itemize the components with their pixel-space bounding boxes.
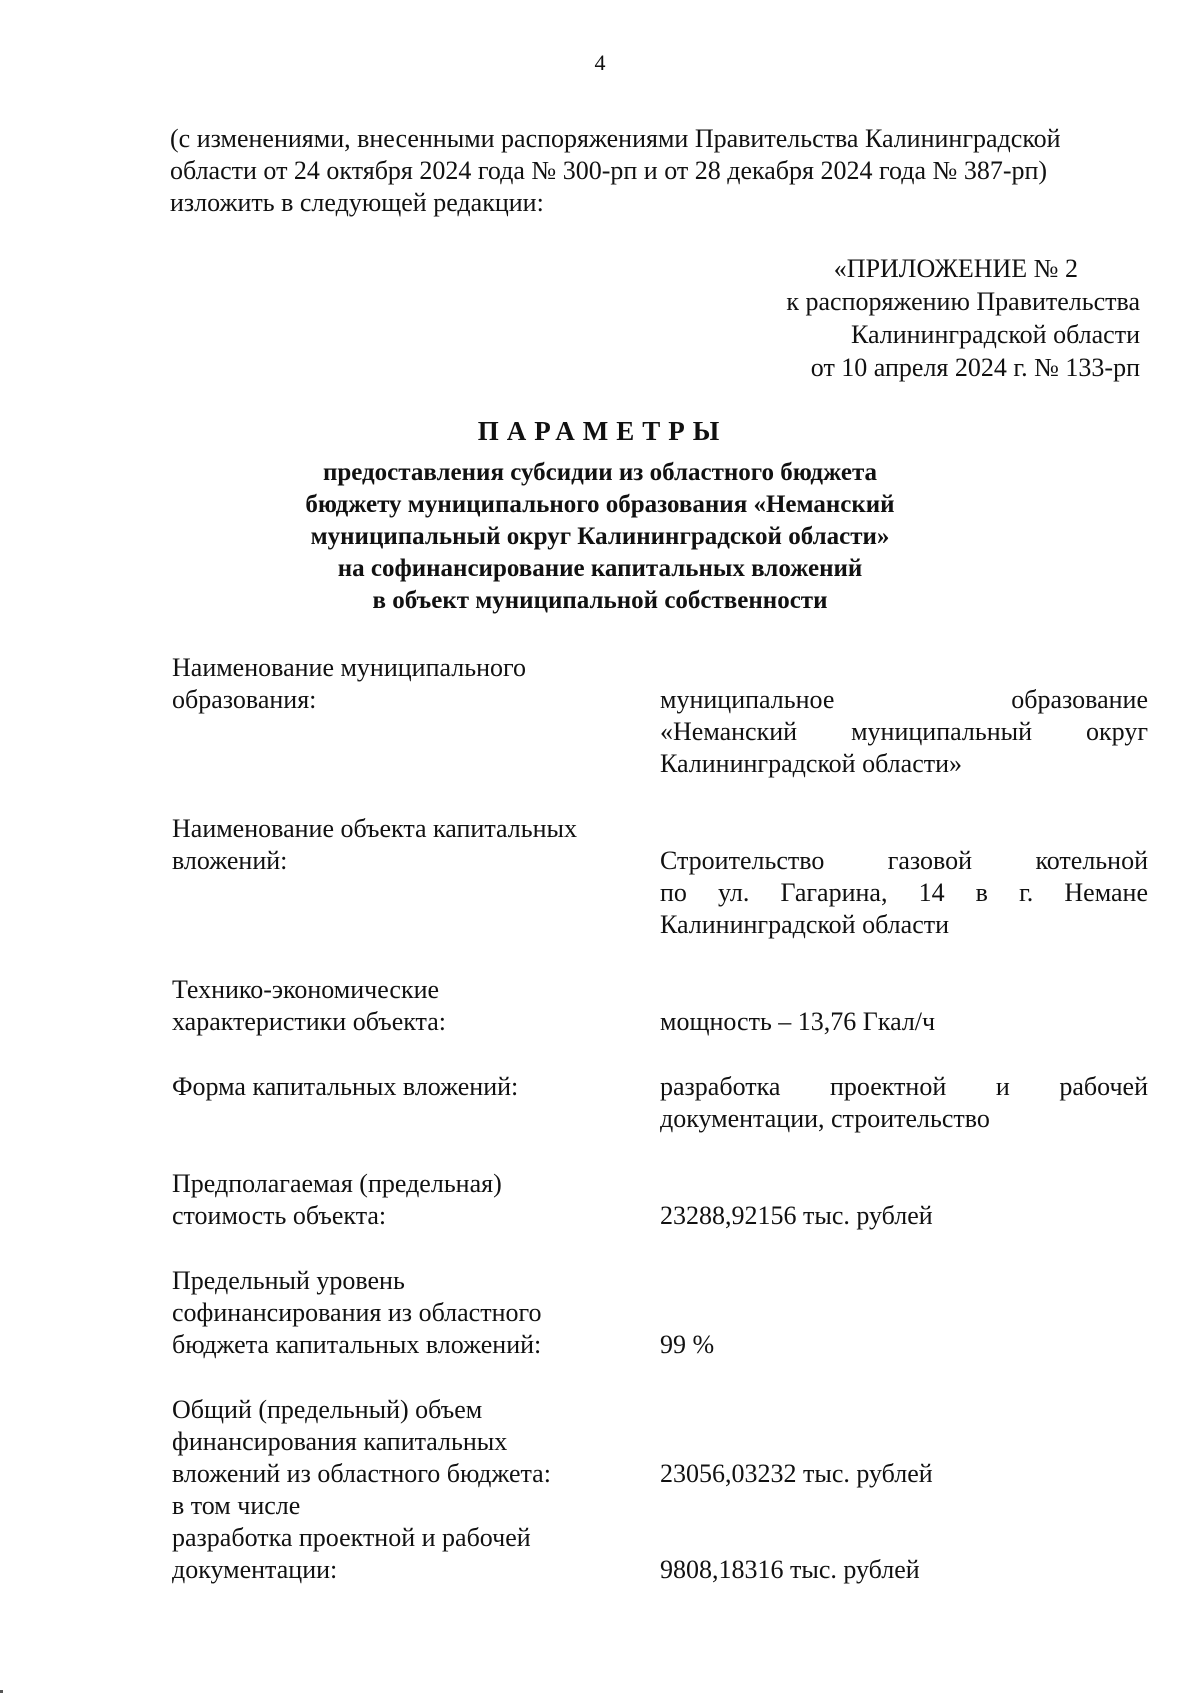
appendix-line: Калининградской области	[850, 320, 1140, 349]
heading-line: бюджету муниципального образования «Неманский	[305, 491, 895, 518]
appendix-title: «ПРИЛОЖЕНИЕ № 2	[833, 254, 1078, 283]
param-value-object	[660, 845, 1148, 941]
heading-line: предоставления субсидии из областного бюджета	[322, 459, 878, 486]
param-label-total-financing	[172, 1394, 632, 1490]
param-label-cofinancing-level	[172, 1265, 632, 1361]
param-value-line: 9808,18316 тыс. рублей	[660, 1555, 920, 1584]
appendix-line: от 10 апреля 2024 г. № 133-рп	[810, 353, 1140, 382]
param-label-estimated-cost	[172, 1168, 632, 1232]
param-value-line: Строительство газовой котельной	[660, 846, 1148, 875]
param-label-line: образования:	[172, 685, 317, 714]
param-label-line: софинансирования из областного	[172, 1298, 542, 1327]
document-title: ПАРАМЕТРЫ	[477, 416, 728, 446]
param-label-line: документации:	[172, 1555, 338, 1584]
param-label-line: в том числе	[172, 1491, 301, 1520]
param-label-line: Наименование муниципального	[172, 653, 527, 682]
heading-line: муниципальный округ Калининградской области»	[310, 523, 890, 550]
param-value-line: по ул. Гагарина, 14 в г. Немане	[660, 878, 1148, 907]
param-value-municipality	[660, 684, 1148, 780]
param-label-line: вложений из областного бюджета:	[172, 1459, 551, 1488]
intro-line: (с изменениями, внесенными распоряжениями Правительства Калининградской	[170, 124, 1061, 153]
param-label-line: разработка проектной и рабочей	[172, 1523, 531, 1552]
param-label-investment-form	[172, 1071, 632, 1103]
param-label-line: Форма капитальных вложений:	[172, 1072, 519, 1101]
param-label-line: вложений:	[172, 846, 288, 875]
param-value-design-documentation	[660, 1554, 1148, 1586]
heading-line: в объект муниципальной собственности	[372, 587, 828, 614]
param-label-line: Наименование объекта капитальных	[172, 814, 577, 843]
intro-line: области от 24 октября 2024 года № 300-рп и от 28 декабря 2024 года № 387-рп)	[170, 156, 1048, 185]
param-value-line: муниципальное образование	[660, 685, 1148, 714]
param-label-line: Предполагаемая (предельная)	[172, 1169, 502, 1198]
param-value-line: «Неманский муниципальный округ	[660, 717, 1148, 746]
param-value-line: документации, строительство	[660, 1104, 990, 1133]
param-value-line: Калининградской области	[660, 910, 950, 939]
page-number: 4	[594, 50, 606, 75]
param-value-estimated-cost	[660, 1200, 1148, 1232]
intro-line: изложить в следующей редакции:	[170, 188, 544, 217]
param-value-total-financing	[660, 1458, 1148, 1490]
param-value-line: 23288,92156 тыс. рублей	[660, 1201, 933, 1230]
param-label-object	[172, 813, 632, 877]
param-value-line: 23056,03232 тыс. рублей	[660, 1459, 933, 1488]
param-label-municipality	[172, 652, 632, 716]
param-value-line: 99 %	[660, 1330, 715, 1359]
heading-line: на софинансирование капитальных вложений	[337, 555, 863, 582]
param-label-line: Общий (предельный) объем	[172, 1395, 483, 1424]
param-label-line: Технико-экономические	[172, 975, 440, 1004]
param-label-characteristics	[172, 974, 632, 1038]
param-label-line: бюджета капитальных вложений:	[172, 1330, 542, 1359]
scan-edge-mark	[0, 1690, 3, 1693]
param-label-line: финансирования капитальных	[172, 1427, 508, 1456]
param-value-characteristics	[660, 1006, 1148, 1038]
param-value-line: разработка проектной и рабочей	[660, 1072, 1148, 1101]
param-label-line: Предельный уровень	[172, 1266, 405, 1295]
appendix-line: к распоряжению Правительства	[786, 287, 1140, 316]
param-label-design-documentation	[172, 1490, 632, 1586]
param-label-line: стоимость объекта:	[172, 1201, 387, 1230]
param-label-line: характеристики объекта:	[172, 1007, 447, 1036]
param-value-line: Калининградской области»	[660, 749, 963, 778]
param-value-investment-form	[660, 1071, 1148, 1135]
param-value-line: мощность – 13,76 Гкал/ч	[660, 1007, 936, 1036]
param-value-cofinancing-level	[660, 1329, 1148, 1361]
